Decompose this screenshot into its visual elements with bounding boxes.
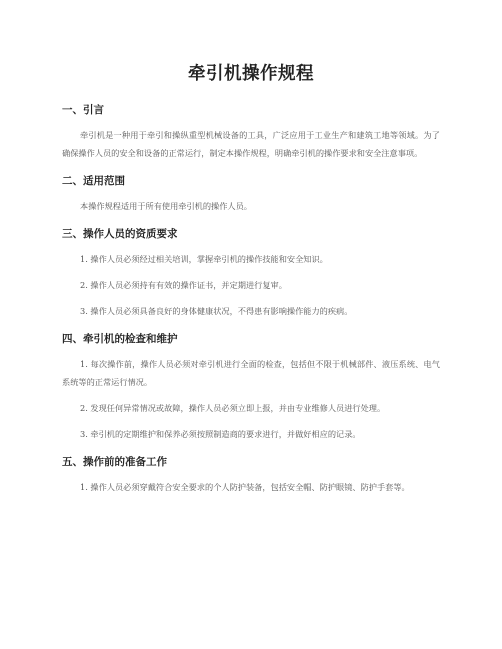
document-body xyxy=(62,103,440,508)
section-preparation xyxy=(62,455,440,496)
section-heading: 一、引言 xyxy=(62,104,104,116)
section-heading: 五、操作前的准备工作 xyxy=(62,456,167,468)
list-paragraph: 1. 操作人员必须穿戴符合安全要求的个人防护装备，包括安全帽、防护眼镜、防护手套等。 xyxy=(80,482,410,492)
list-paragraph: 1. 操作人员必须经过相关培训，掌握牵引机的操作技能和安全知识。 xyxy=(80,254,328,264)
list-paragraph: 3. 操作人员必须具备良好的身体健康状况，不得患有影响操作能力的疾病。 xyxy=(80,306,353,316)
list-paragraph: 3. 牵引机的定期维护和保养必须按照制造商的要求进行，并做好相应的记录。 xyxy=(80,429,361,439)
paragraph: 牵引机是一种用于牵引和操纵重型机械设备的工具，广泛应用于工业生产和建筑工地等领域。为了确保操作人员的安全和设备的正常运行，制定本操作规程，明确牵引机的操作要求和安全注意事项。 xyxy=(62,130,440,158)
document-title: 牵引机操作规程 xyxy=(188,64,314,84)
section-operator-qualifications xyxy=(62,227,440,320)
section-heading: 四、牵引机的检查和维护 xyxy=(62,333,178,345)
section-inspection-maintenance xyxy=(62,332,440,443)
section-introduction xyxy=(62,103,440,162)
list-paragraph: 2. 操作人员必须持有有效的操作证书，并定期进行复审。 xyxy=(80,280,287,290)
list-paragraph: 2. 发现任何异常情况或故障，操作人员必须立即上报，并由专业维修人员进行处理。 xyxy=(80,403,386,413)
list-paragraph: 1. 每次操作前，操作人员必须对牵引机进行全面的检查，包括但不限于机械部件、液压系统、电气系统等的正常运行情况。 xyxy=(62,359,440,387)
section-heading: 二、适用范围 xyxy=(62,175,125,187)
section-heading: 三、操作人员的资质要求 xyxy=(62,228,178,240)
section-scope xyxy=(62,174,440,215)
paragraph: 本操作规程适用于所有使用牵引机的操作人员。 xyxy=(80,201,252,211)
